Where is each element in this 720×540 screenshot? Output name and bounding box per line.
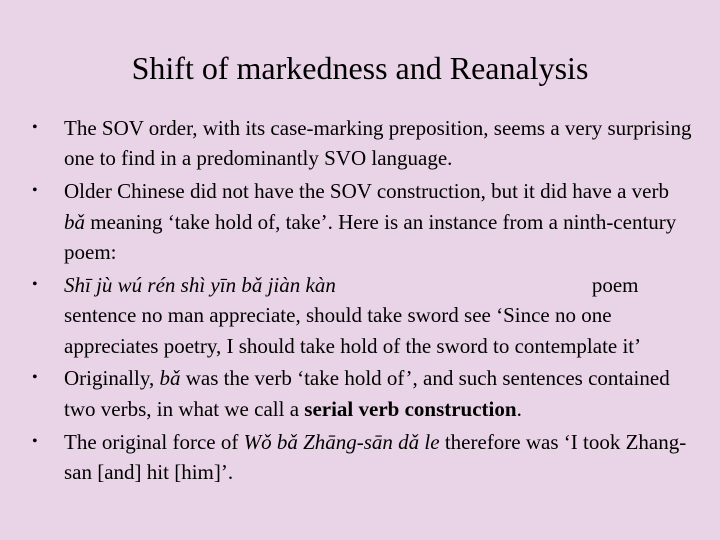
bullet-text: was the verb ‘take hold of’, and such sentences contained two verbs, in what we call a (64, 366, 670, 421)
bullet-item (32, 270, 694, 361)
bullet-item (32, 113, 694, 174)
bullet-item (32, 427, 694, 488)
bullet-text: The original force of (64, 429, 244, 454)
italic-example: Shī jù wú rén shì yīn bǎ jiàn kàn (64, 272, 336, 297)
italic-example: Wǒ bǎ Zhāng-sān dǎ le (243, 429, 440, 454)
slide-title: Shift of markedness and Reanalysis (131, 50, 589, 86)
bullet-text: therefore was ‘I took Zhang-san [and] hit [him]’. (64, 429, 687, 485)
bullet-marker: • (32, 369, 38, 387)
bullet-marker: • (32, 275, 38, 293)
italic-term: bǎ (159, 366, 181, 391)
bullet-marker: • (32, 119, 38, 136)
bullet-marker: • (32, 182, 38, 200)
bullet-item (32, 363, 694, 424)
bullet-item (32, 176, 694, 267)
bullet-text: The SOV order, with its case-marking preposition, seems a very surprising one to find in a predominantly SVO language. (64, 116, 692, 171)
bullet-text: Older Chinese did not have the SOV construction, but it did have a verb (64, 179, 669, 204)
bullet-text: Originally, (64, 366, 160, 391)
bullet-text: . (516, 396, 522, 421)
gloss-text: poem sentence no man appreciate, should take sword see ‘Since no one appreciates poetry, I should take hold of the sword to contemplate it’ (64, 272, 642, 358)
italic-term: bǎ (64, 209, 85, 234)
bold-term: serial verb construction (304, 396, 517, 421)
bullet-marker: • (32, 432, 38, 450)
bullet-list (32, 113, 694, 490)
bullet-text: meaning ‘take hold of, take’. Here is an instance from a ninth-century poem: (64, 209, 677, 265)
